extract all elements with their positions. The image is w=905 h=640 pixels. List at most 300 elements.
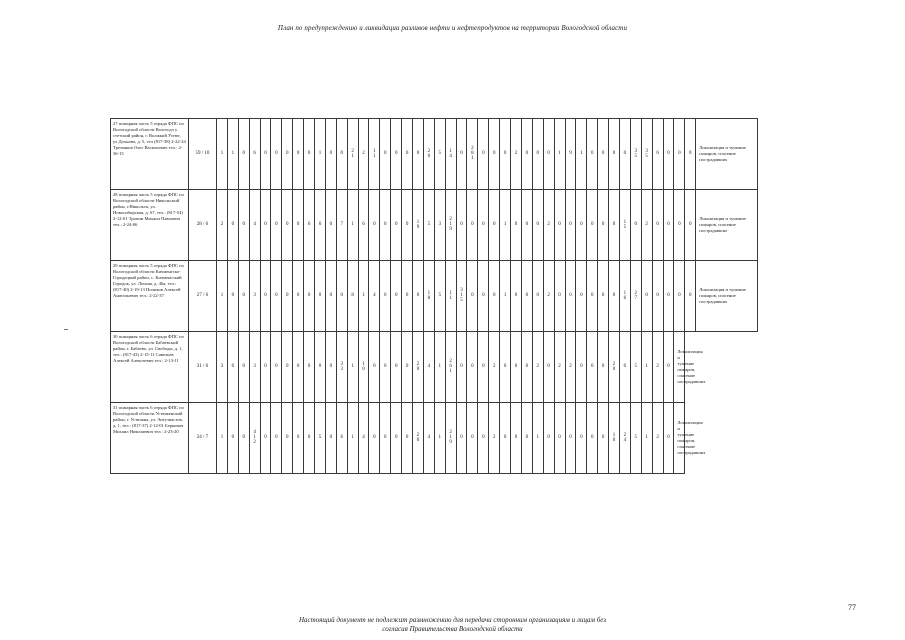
equipment-count-cell: [543, 261, 554, 332]
equipment-count-cell: [260, 261, 271, 332]
cell-value: 0: [394, 151, 398, 156]
equipment-count-cell: [282, 190, 293, 261]
equipment-count-cell: [325, 332, 336, 403]
cell-value: 3 5: [634, 148, 638, 159]
cell-value: 0: [688, 293, 692, 298]
table-row: [111, 190, 758, 261]
unit-info-cell: 27 пожарная часть 5 отряда ФПС по Вологодской области Вологодэ у стетский район, г. Волжкий Устюг, ул Дохнова, д. 5, тел (817-38) 2-22-24 Третьяков Олег Васильевич тел.: 2-36-15: [111, 119, 189, 190]
equipment-count-cell: [663, 190, 674, 261]
equipment-count-cell: [641, 261, 652, 332]
equipment-count-cell: [238, 403, 249, 474]
equipment-count-cell: [347, 261, 358, 332]
equipment-count-cell: [478, 332, 489, 403]
equipment-count-cell: [554, 332, 565, 403]
cell-value: 0: [340, 151, 343, 156]
cell-value: 0: [590, 364, 594, 369]
cell-value: 2 7: [634, 290, 638, 301]
cell-value: 5: [438, 293, 441, 298]
cell-value: 5: [318, 435, 322, 440]
cell-value: 0: [394, 435, 398, 440]
equipment-count-cell: [304, 261, 315, 332]
cell-value: 4: [373, 293, 376, 298]
equipment-count-cell: [402, 190, 413, 261]
equipment-count-cell: [598, 261, 609, 332]
cell-value: 0: [405, 364, 409, 369]
equipment-count-cell: [478, 403, 489, 474]
page-footer: [0, 616, 905, 634]
equipment-count-cell: [521, 403, 532, 474]
equipment-count-cell: [271, 190, 282, 261]
cell-value: 2 4: [623, 432, 627, 443]
staff-count-cell: 27 / 6: [189, 261, 217, 332]
equipment-count-cell: [227, 261, 238, 332]
equipment-count-cell: [249, 332, 260, 403]
equipment-count-cell: [478, 119, 489, 190]
cell-value: 2: [547, 222, 550, 227]
cell-value: 0: [329, 151, 333, 156]
equipment-count-cell: [369, 261, 380, 332]
equipment-count-cell: [260, 403, 271, 474]
equipment-count-cell: [282, 403, 293, 474]
cell-value: 9: [569, 151, 572, 156]
cell-value: 0: [416, 293, 420, 298]
equipment-count-cell: [554, 190, 565, 261]
equipment-count-cell: [445, 190, 456, 261]
cell-value: 0: [460, 435, 463, 440]
cell-value: 0: [286, 364, 289, 369]
equipment-count-cell: [641, 119, 652, 190]
cell-value: 0: [623, 364, 627, 369]
cell-value: 0: [601, 293, 605, 298]
cell-value: 0: [634, 222, 638, 227]
equipment-count-cell: [641, 332, 652, 403]
cell-value: 0: [296, 222, 300, 227]
cell-value: 1 4: [449, 148, 452, 159]
cell-value: 0: [482, 222, 485, 227]
equipment-count-cell: [456, 332, 467, 403]
equipment-count-cell: [304, 190, 315, 261]
equipment-count-cell: [685, 119, 696, 190]
cell-value: 0: [286, 222, 289, 227]
equipment-count-cell: [467, 119, 478, 190]
equipment-count-cell: [456, 261, 467, 332]
cell-value: 2: [536, 364, 540, 369]
equipment-count-cell: [489, 332, 500, 403]
cell-value: 3: [220, 364, 224, 369]
cell-value: 0: [514, 435, 518, 440]
cell-value: 0: [536, 151, 540, 156]
cell-value: 1: [438, 435, 441, 440]
cell-value: 2: [220, 222, 224, 227]
equipment-count-cell: [587, 332, 598, 403]
cell-value: 0: [264, 222, 267, 227]
equipment-count-cell: [325, 261, 336, 332]
equipment-count-cell: [663, 403, 674, 474]
equipment-count-cell: [543, 332, 554, 403]
equipment-count-cell: [217, 261, 228, 332]
equipment-count-cell: [271, 332, 282, 403]
equipment-count-cell: [554, 119, 565, 190]
equipment-count-cell: [467, 261, 478, 332]
cell-value: 0: [547, 364, 550, 369]
equipment-count-cell: [543, 119, 554, 190]
equipment-count-cell: [238, 261, 249, 332]
cell-value: 0: [525, 222, 529, 227]
equipment-count-cell: [325, 403, 336, 474]
action-cell: Локализация и тушение пожаров, спасение пострадавших: [674, 332, 685, 403]
cell-value: 0: [471, 222, 474, 227]
equipment-count-cell: [325, 190, 336, 261]
equipment-count-cell: [619, 190, 630, 261]
equipment-count-cell: [423, 119, 434, 190]
cell-value: 2 0: [612, 361, 616, 372]
cell-value: 0: [656, 222, 659, 227]
equipment-count-cell: [511, 119, 522, 190]
cell-value: 1: [503, 293, 507, 298]
cell-value: 0: [688, 151, 692, 156]
equipment-count-cell: [271, 119, 282, 190]
cell-value: 0: [242, 151, 245, 156]
equipment-count-cell: [227, 403, 238, 474]
cell-value: 2: [656, 364, 659, 369]
equipment-count-cell: [587, 119, 598, 190]
cell-value: 2: [547, 293, 550, 298]
equipment-count-cell: [576, 119, 587, 190]
cell-value: 0: [264, 364, 267, 369]
cell-value: 0: [373, 435, 376, 440]
cell-value: 0: [471, 435, 474, 440]
equipment-count-cell: [652, 403, 663, 474]
equipment-count-cell: [467, 403, 478, 474]
cell-value: 1 1: [449, 290, 452, 301]
cell-value: 1: [362, 293, 365, 298]
equipment-count-cell: [347, 119, 358, 190]
equipment-count-cell: [358, 403, 369, 474]
equipment-count-cell: [521, 332, 532, 403]
equipment-count-cell: [511, 190, 522, 261]
unit-info-cell: 29 пожарная часть 5 отряда ФПС по Вологодской области Кичменгско-Городецкий район, с. Кичменгский Городок, ул. Лесная, д. 46а, тел.: (817-40) 2-19-13 Попиков Алексей Анатольевич тел.: 2-22-37: [111, 261, 189, 332]
cell-value: 2 6: [427, 148, 431, 159]
table-row: [111, 261, 758, 332]
action-cell: Локализация и тушение пожаров, спасение пострадавших: [696, 119, 758, 190]
cell-value: 0: [384, 293, 387, 298]
equipment-count-cell: [238, 332, 249, 403]
cell-value: 0: [623, 151, 627, 156]
equipment-count-cell: [445, 119, 456, 190]
cell-value: 0: [580, 364, 583, 369]
equipment-count-cell: [423, 332, 434, 403]
margin-mark: [64, 329, 68, 330]
cell-value: 0: [264, 293, 267, 298]
cell-value: 0: [536, 293, 540, 298]
equipment-count-cell: [478, 261, 489, 332]
equipment-count-cell: [630, 119, 641, 190]
cell-value: 0: [471, 364, 474, 369]
cell-value: 7: [340, 222, 343, 227]
equipment-count-cell: [619, 119, 630, 190]
cell-value: 0: [384, 222, 387, 227]
equipment-count-cell: [434, 403, 445, 474]
cell-value: 4: [427, 435, 431, 440]
equipment-count-cell: [260, 119, 271, 190]
cell-value: 0: [667, 364, 670, 369]
equipment-count-cell: [369, 403, 380, 474]
cell-value: 0: [525, 293, 529, 298]
staff-count-cell: 31 / 6: [189, 332, 217, 403]
cell-value: 0: [242, 435, 245, 440]
equipment-count-cell: [282, 332, 293, 403]
equipment-count-cell: [336, 119, 347, 190]
cell-value: 4: [362, 435, 365, 440]
cell-value: 0: [612, 151, 616, 156]
cell-value: 0: [264, 151, 267, 156]
equipment-count-cell: [674, 261, 685, 332]
cell-value: 2: [569, 364, 572, 369]
action-cell: Локализация и тушение пожаров, спасение пострадавших: [696, 261, 758, 332]
equipment-count-cell: [358, 119, 369, 190]
cell-value: 0: [242, 222, 245, 227]
cell-value: 0: [590, 222, 594, 227]
equipment-count-cell: [271, 261, 282, 332]
equipment-count-cell: [674, 190, 685, 261]
equipment-count-cell: [663, 332, 674, 403]
equipment-count-cell: [598, 332, 609, 403]
cell-value: 2 6 1: [449, 359, 452, 374]
table-row: [111, 332, 758, 403]
equipment-count-cell: [434, 261, 445, 332]
equipment-count-cell: [630, 261, 641, 332]
cell-value: 0: [667, 151, 670, 156]
cell-value: 2: [514, 151, 518, 156]
cell-value: 0: [590, 293, 594, 298]
equipment-count-cell: [641, 190, 652, 261]
cell-value: 0: [373, 364, 376, 369]
cell-value: 0: [667, 293, 670, 298]
equipment-count-cell: [630, 332, 641, 403]
equipment-count-cell: [304, 332, 315, 403]
cell-value: 0: [307, 364, 311, 369]
equipment-count-cell: [336, 261, 347, 332]
cell-value: 2 1 9: [449, 430, 452, 445]
equipment-count-cell: [380, 261, 391, 332]
equipment-count-cell: [227, 190, 238, 261]
cell-value: 0: [394, 293, 398, 298]
table-row: [111, 403, 758, 474]
equipment-count-cell: [413, 403, 424, 474]
equipment-count-cell: [369, 190, 380, 261]
cell-value: 0: [286, 293, 289, 298]
equipment-count-cell: [227, 332, 238, 403]
equipment-count-cell: [619, 261, 630, 332]
equipment-count-cell: [500, 403, 511, 474]
equipment-count-cell: [619, 403, 630, 474]
cell-value: 2: [492, 435, 496, 440]
equipment-count-cell: [238, 119, 249, 190]
cell-value: 0: [525, 151, 529, 156]
equipment-count-cell: [685, 261, 696, 332]
cell-value: 4: [427, 364, 431, 369]
cell-value: 2: [645, 222, 648, 227]
cell-value: 3 5: [645, 148, 648, 159]
cell-value: 0: [612, 222, 616, 227]
equipment-count-cell: [260, 190, 271, 261]
equipment-count-cell: [565, 190, 576, 261]
equipment-count-cell: [217, 119, 228, 190]
cell-value: 0: [307, 435, 311, 440]
equipment-count-cell: [391, 190, 402, 261]
cell-value: 0: [601, 435, 605, 440]
equipment-count-cell: [315, 190, 326, 261]
cell-value: 0: [373, 222, 376, 227]
equipment-count-cell: [434, 190, 445, 261]
cell-value: 6: [253, 151, 256, 156]
equipment-count-cell: [413, 332, 424, 403]
equipment-count-cell: [609, 261, 620, 332]
equipment-count-cell: [358, 261, 369, 332]
cell-value: 1: [558, 151, 561, 156]
equipment-count-cell: [249, 190, 260, 261]
cell-value: 0: [405, 293, 409, 298]
cell-value: 0: [329, 293, 333, 298]
staff-count-cell: 24 / 7: [189, 403, 217, 474]
equipment-count-cell: [576, 190, 587, 261]
cell-value: 0: [307, 293, 311, 298]
footer-line-1: Настоящий документ не подлежит размножению для передачи сторонним организациям и лицам без: [298, 616, 607, 624]
equipment-count-cell: [293, 261, 304, 332]
equipment-count-cell: [609, 332, 620, 403]
cell-value: 0: [503, 364, 507, 369]
cell-value: 0: [329, 222, 333, 227]
cell-value: 0: [231, 222, 235, 227]
cell-value: 0: [286, 435, 289, 440]
cell-value: 0: [569, 435, 572, 440]
equipment-count-cell: [434, 119, 445, 190]
equipment-count-cell: [641, 403, 652, 474]
equipment-count-cell: [511, 332, 522, 403]
cell-value: 0: [678, 293, 681, 298]
equipment-count-cell: [587, 403, 598, 474]
cell-value: 0: [296, 151, 300, 156]
equipment-count-cell: [598, 190, 609, 261]
equipment-count-cell: [380, 190, 391, 261]
cell-value: 0: [296, 435, 300, 440]
cell-value: 3: [253, 364, 256, 369]
equipment-count-cell: [249, 119, 260, 190]
equipment-count-cell: [489, 119, 500, 190]
cell-value: 0: [460, 151, 463, 156]
cell-value: 1: [645, 435, 648, 440]
equipment-count-cell: [293, 190, 304, 261]
cell-value: 3 1 5: [460, 288, 463, 303]
cell-value: 0: [318, 293, 322, 298]
equipment-count-cell: [663, 261, 674, 332]
equipment-count-cell: [380, 403, 391, 474]
equipment-count-cell: [369, 119, 380, 190]
equipment-count-cell: [402, 332, 413, 403]
cell-value: 0: [394, 222, 398, 227]
cell-value: 0: [503, 435, 507, 440]
fire-units-table: [110, 118, 758, 474]
unit-info-cell: 30 пожарная часть 6 отряда ФПС по Вологодской области Бабаевский район, г. Бабаево, ул. Свободы, д. 1, тел.: (817-43) 2-15-11 Савельев Алексей Алексеевич тел.: 2-13-11: [111, 332, 189, 403]
cell-value: 6: [656, 151, 659, 156]
equipment-count-cell: [652, 190, 663, 261]
equipment-count-cell: [227, 119, 238, 190]
cell-value: 2 1 9: [449, 217, 452, 232]
equipment-count-cell: [543, 403, 554, 474]
cell-value: 2 1: [351, 148, 354, 159]
cell-value: 1: [645, 364, 648, 369]
unit-info-cell: 28 пожарная часть 5 отряда ФПС по Вологодской области Никольский район, г.Никольск, ул. Новосибирская, д. 67, тел.: (817-54) 2-12-01 Тропин Михаил Павлович тел.: 2-24-06: [111, 190, 189, 261]
equipment-count-cell: [478, 190, 489, 261]
cell-value: 0: [547, 151, 550, 156]
cell-value: 1: [351, 435, 354, 440]
equipment-count-cell: [336, 403, 347, 474]
equipment-count-cell: [293, 119, 304, 190]
equipment-count-cell: [445, 403, 456, 474]
equipment-count-cell: [413, 261, 424, 332]
cell-value: 5: [634, 364, 638, 369]
cell-value: 0: [601, 364, 605, 369]
equipment-count-cell: [402, 261, 413, 332]
cell-value: 0: [514, 364, 518, 369]
equipment-count-cell: [315, 261, 326, 332]
cell-value: 5: [634, 435, 638, 440]
unit-info-cell: 31 пожарная часть 6 отряда ФПС по Вологодской области Устюженский район, г. Устюжна, ул. Энтузиастов, д. 1, тел.: (817-37) 2-12-01 Беркович Михаил Николаевич тел.: 2-23-20: [111, 403, 189, 474]
cell-value: 6: [307, 222, 311, 227]
equipment-count-cell: [456, 190, 467, 261]
equipment-count-cell: [652, 261, 663, 332]
equipment-count-cell: [511, 403, 522, 474]
cell-value: 0: [296, 293, 300, 298]
equipment-count-cell: [391, 332, 402, 403]
cell-value: 0: [525, 435, 529, 440]
equipment-count-cell: [532, 119, 543, 190]
equipment-count-cell: [358, 332, 369, 403]
equipment-count-cell: [609, 119, 620, 190]
equipment-count-cell: [565, 332, 576, 403]
cell-value: 0: [318, 364, 322, 369]
equipment-count-cell: [532, 261, 543, 332]
equipment-count-cell: [521, 261, 532, 332]
equipment-count-cell: [380, 119, 391, 190]
cell-value: 3 3: [340, 361, 343, 372]
equipment-count-cell: [423, 261, 434, 332]
cell-value: 0: [569, 293, 572, 298]
cell-value: 1 5: [623, 219, 627, 230]
equipment-count-cell: [304, 119, 315, 190]
equipment-count-cell: [434, 332, 445, 403]
equipment-count-cell: [423, 190, 434, 261]
equipment-count-cell: [380, 332, 391, 403]
cell-value: 1: [231, 151, 235, 156]
equipment-count-cell: [293, 403, 304, 474]
cell-value: 0: [590, 151, 594, 156]
staff-count-cell: 59 / 10: [189, 119, 217, 190]
cell-value: 0: [384, 364, 387, 369]
equipment-count-cell: [217, 403, 228, 474]
cell-value: 6: [318, 222, 322, 227]
equipment-count-cell: [315, 332, 326, 403]
cell-value: 0: [482, 435, 485, 440]
cell-value: 0: [231, 293, 235, 298]
cell-value: 0: [275, 293, 278, 298]
equipment-count-cell: [358, 190, 369, 261]
cell-value: 0: [558, 293, 561, 298]
equipment-count-cell: [619, 332, 630, 403]
equipment-count-cell: [630, 190, 641, 261]
equipment-count-cell: [565, 119, 576, 190]
page-header: План по предупреждению и ликвидации разливов нефти и нефтепродуктов на территории Вологодской области: [277, 24, 628, 32]
